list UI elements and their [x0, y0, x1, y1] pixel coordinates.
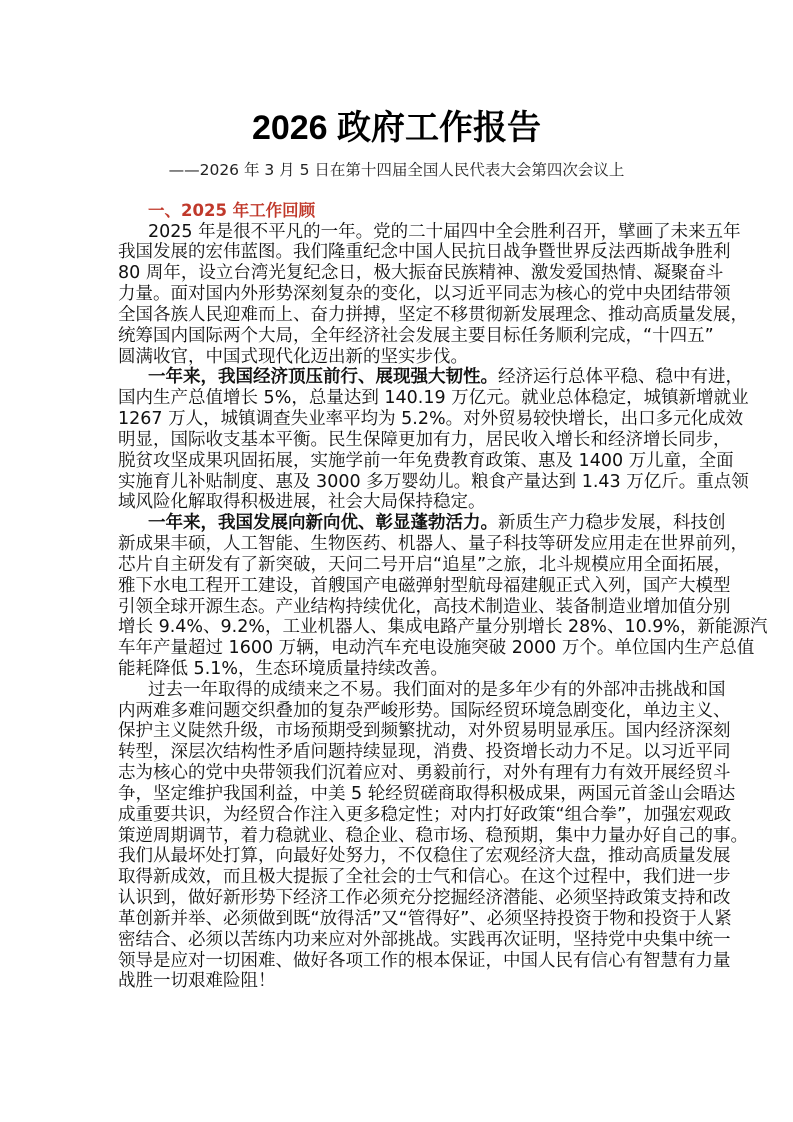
paragraph-line [118, 617, 768, 638]
paragraph-line [118, 304, 748, 326]
paragraph-line [118, 929, 731, 951]
paragraph-line [118, 388, 749, 409]
line-text: 芯片自主研发有了新突破，天问二号开启“追星”之旅，北斗规模应用全面拓展， [118, 554, 732, 575]
line-text: 1267 万人，城镇调查失业率平均为 5.2%。对外贸易较快增长，出口多元化成效 [118, 409, 744, 430]
paragraph-line [118, 596, 731, 618]
line-text: 力量。面对国内外形势深刻复杂的变化，以习近平同志为核心的党中央团结带领 [118, 284, 731, 305]
paragraph-line [118, 575, 731, 597]
paragraph-line [118, 409, 744, 430]
line-text: 全国各族人民迎难而上、奋力拼搏，坚定不移贯彻新发展理念、推动高质量发展， [118, 304, 748, 325]
paragraph-line [118, 534, 748, 555]
line-text: 脱贫攻坚成果巩固拓展，实施学前一年免费教育政策、惠及 1400 万儿童，全面 [118, 450, 734, 471]
line-text: 实施育儿补贴制度、惠及 3000 多万婴幼儿。粮食产量达到 1.43 万亿斤。重点领 [118, 471, 749, 492]
paragraph [118, 513, 768, 680]
paragraph-line [118, 763, 731, 784]
line-text: 转型，深层次结构性矛盾问题持续显现，消费、投资增长动力不足。以习近平同 [118, 742, 731, 763]
line-text: 战胜一切艰难险阻！ [118, 971, 276, 992]
line-text: 新质生产力稳步发展，科技创 [498, 513, 726, 534]
line-text: 明显，国际收支基本平衡。民生保障更加有力，居民收入增长和经济增长同步， [118, 429, 731, 450]
paragraph-line [118, 638, 755, 659]
line-text: 内两难多难问题交织叠加的复杂严峻形势。国际经贸环境急剧变化，单边主义、 [118, 700, 731, 721]
paragraph-line [118, 554, 732, 576]
paragraph-line [118, 221, 741, 243]
line-text: 革创新并举、必须做到既“放得活”又“管得好”、必须坚持投资于物和投资于人紧 [118, 908, 732, 929]
paragraph-line [118, 742, 731, 763]
paragraph [118, 679, 748, 992]
line-text: 保护主义陡然升级，市场预期受到频繁扰动，对外贸易明显承压。国内经济深刻 [118, 721, 731, 742]
document-title: 2026 政府工作报告 [251, 109, 542, 147]
paragraph-line [118, 867, 731, 888]
paragraph-line [118, 471, 749, 493]
paragraph-line [118, 659, 682, 680]
document-subtitle: ——2026 年 3 月 5 日在第十四届全国人民代表大会第四次会议上 [168, 161, 625, 179]
line-text: 我们从最坏处打算，向最好处努力，不仅稳住了宏观经济大盘，推动高质量发展 [118, 846, 731, 867]
line-text: 取得新成效，而且极大提振了全社会的士气和信心。在这个过程中，我们进一步 [118, 867, 731, 888]
paragraph-line [118, 284, 731, 305]
line-text: 统筹国内国际两个大局，全年经济社会发展主要目标任务顺利完成，“十四五” [118, 325, 714, 346]
paragraph-line [118, 846, 731, 867]
line-text: 策逆周期调节，着力稳就业、稳企业、稳市场、稳预期，集中力量办好自己的事。 [118, 825, 748, 846]
paragraph-line [118, 492, 682, 513]
paragraph-line [118, 950, 731, 972]
paragraph-line [118, 825, 748, 847]
line-text: 成重要共识，为经贸合作注入更多稳定性；对内打好政策“组合拳”，加强宏观政 [118, 804, 732, 825]
paragraph [118, 221, 748, 368]
line-text: 新成果丰硕，人工智能、生物医药、机器人、量子科技等研发应用走在世界前列， [118, 534, 748, 555]
paragraph-line [118, 700, 731, 722]
line-text: 引领全球开源生态。产业结构持续优化，高技术制造业、装备制造业增加值分别 [118, 596, 731, 617]
line-text: 域风险化解取得积极进展，社会大局保持稳定。 [118, 492, 486, 513]
paragraph-line [118, 513, 726, 534]
paragraph-line [118, 783, 736, 805]
line-text: 认识到，做好新形势下经济工作必须充分挖掘经济潜能、必须坚持政策支持和改 [118, 888, 731, 909]
line-text: 增长 9.4%、9.2%，工业机器人、集成电路产量分别增长 28%、10.9%，新能源汽 [118, 617, 768, 638]
line-text: 能耗降低 5.1%，生态环境质量持续改善。 [118, 658, 449, 679]
paragraph-line [118, 263, 724, 284]
line-text: 国内生产总值增长 5%，总量达到 140.19 万亿元。就业总体稳定，城镇新增就业 [118, 388, 749, 409]
paragraph-line [118, 242, 731, 263]
paragraph-line [118, 367, 743, 388]
line-text: 车年产量超过 1600 万辆，电动汽车充电设施突破 2000 万个。单位国内生产总值 [118, 638, 755, 659]
paragraph-line [118, 721, 731, 742]
paragraph-line [118, 347, 682, 368]
line-text: 80 周年，设立台湾光复纪念日，极大振奋民族精神、激发爱国热情、凝聚奋斗 [118, 263, 724, 284]
line-text: 我国发展的宏伟蓝图。我们隆重纪念中国人民抗日战争暨世界反法西斯战争胜利 [118, 242, 731, 263]
paragraph-line [118, 971, 682, 992]
line-text: 过去一年取得的成绩来之不易。我们面对的是多年少有的外部冲击挑战和国 [148, 679, 726, 700]
line-text: 争，坚定维护我国利益，中美 5 轮经贸磋商取得积极成果，两国元首釜山会晤达 [118, 783, 736, 804]
line-text: 密结合、必须以苦练内功来应对外部挑战。实践再次证明，坚持党中央集中统一 [118, 929, 731, 950]
paragraph-line [118, 804, 732, 826]
paragraph-line [118, 679, 726, 701]
section-heading: 一、2025 年工作回顾 [148, 201, 316, 220]
paragraph [118, 367, 749, 513]
line-text: 2025 年是很不平凡的一年。党的二十届四中全会胜利召开，擘画了未来五年 [148, 221, 741, 242]
line-text: 志为核心的党中央带领我们沉着应对、勇毅前行，对外有理有力有效开展经贸斗 [118, 763, 731, 784]
paragraph-line [118, 325, 714, 347]
paragraph-lead: 一年来，我国发展向新向优、彰显蓬勃活力。 [148, 513, 498, 534]
line-text: 雅下水电工程开工建设，首艘国产电磁弹射型航母福建舰正式入列，国产大模型 [118, 575, 731, 596]
line-text: 经济运行总体平稳、稳中有进， [498, 367, 743, 388]
paragraph-line [118, 450, 734, 472]
paragraph-line [118, 888, 731, 909]
paragraph-line [118, 429, 731, 451]
line-text: 圆满收官，中国式现代化迈出新的坚实步伐。 [118, 346, 468, 367]
line-text: 领导是应对一切困难、做好各项工作的根本保证，中国人民有信心有智慧有力量 [118, 950, 731, 971]
document-body [118, 221, 768, 993]
paragraph-line [118, 908, 732, 930]
paragraph-lead: 一年来，我国经济顶压前行、展现强大韧性。 [148, 367, 498, 388]
